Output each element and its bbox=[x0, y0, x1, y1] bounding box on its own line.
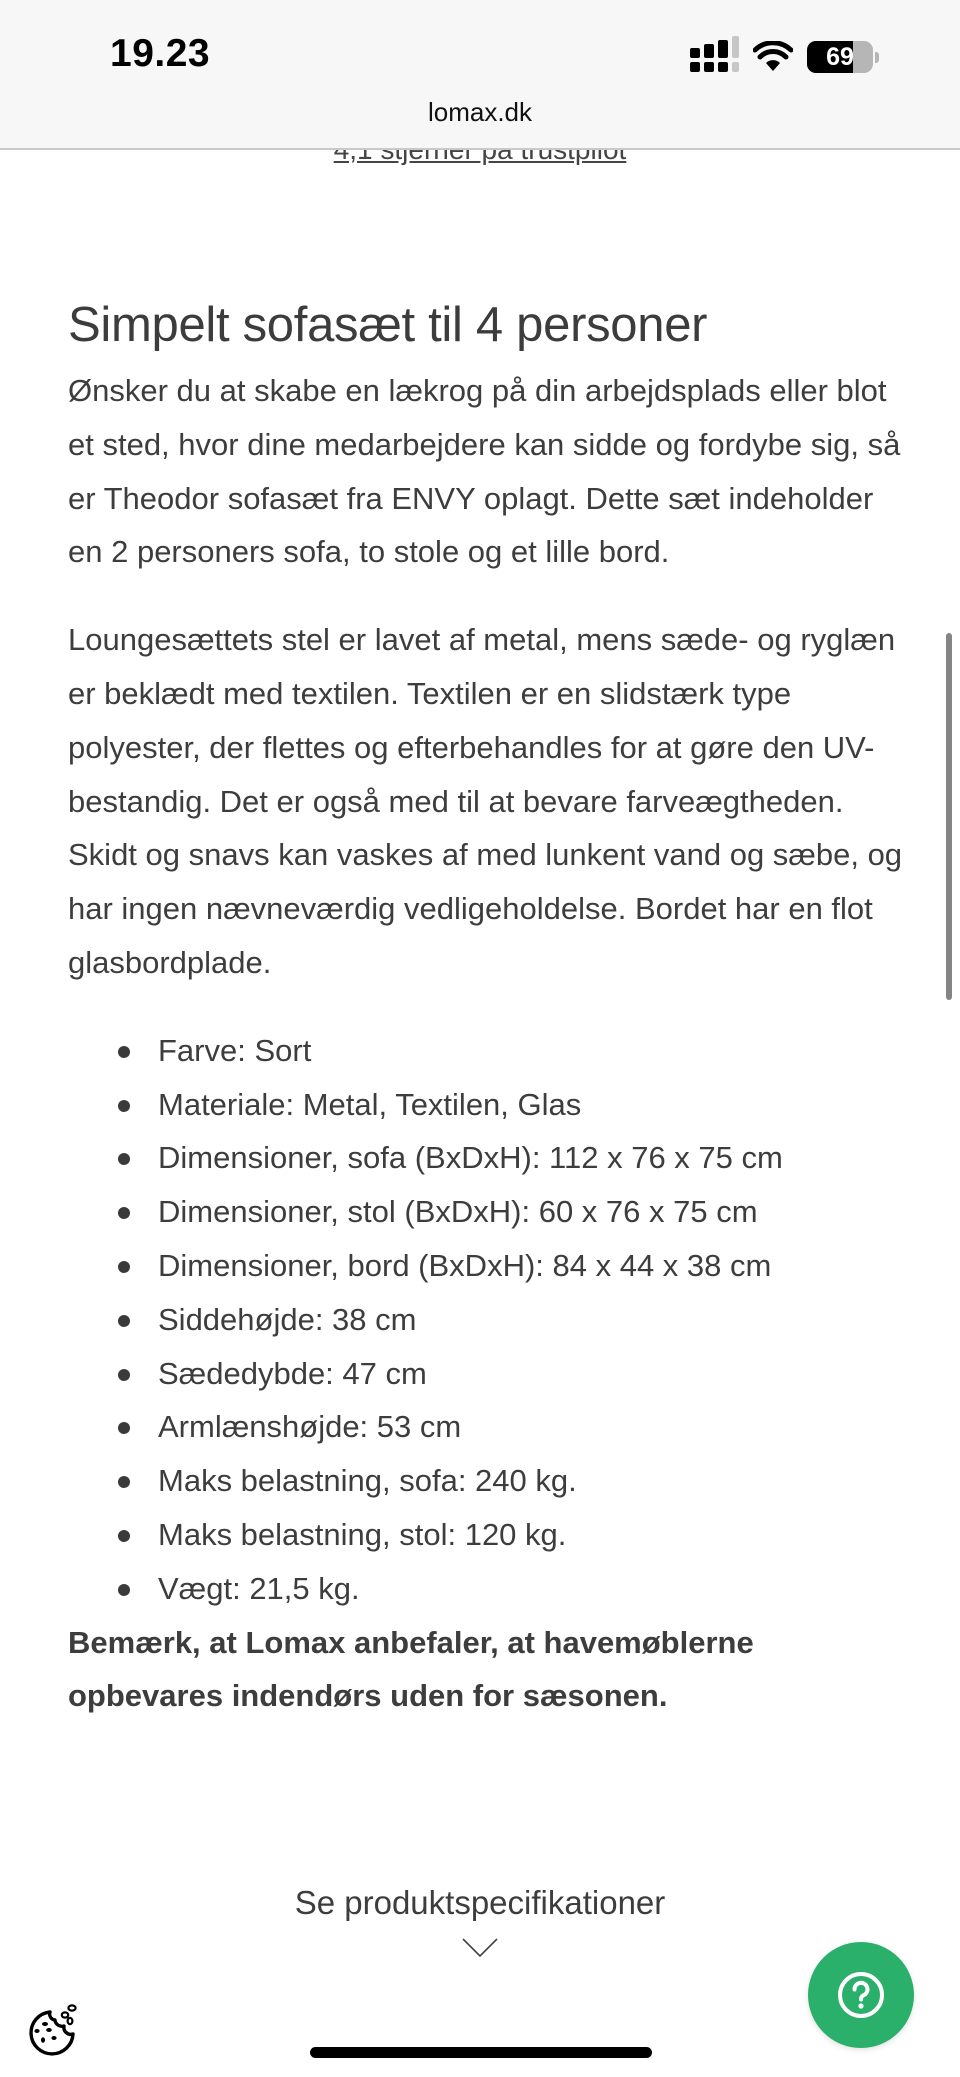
chevron-down-icon[interactable] bbox=[462, 1938, 498, 1958]
spec-item-weight: Vægt: 21,5 kg. bbox=[68, 1562, 908, 1616]
product-description bbox=[68, 290, 908, 1723]
battery-icon bbox=[807, 41, 873, 73]
spec-item-material: Materiale: Metal, Textilen, Glas bbox=[68, 1078, 908, 1132]
bullet-icon bbox=[118, 1530, 130, 1542]
spec-item-chair-dimensions: Dimensioner, stol (BxDxH): 60 x 76 x 75 cm bbox=[68, 1185, 908, 1239]
bullet-icon bbox=[118, 1261, 130, 1273]
question-circle-icon bbox=[836, 1970, 886, 2020]
status-icons bbox=[690, 38, 879, 76]
wifi-icon bbox=[753, 41, 793, 73]
home-indicator[interactable] bbox=[310, 2047, 652, 2058]
spec-item-armrest-height: Armlænshøjde: 53 cm bbox=[68, 1400, 908, 1454]
battery-percent: 69 bbox=[826, 42, 854, 71]
bullet-icon bbox=[118, 1153, 130, 1165]
section-title: Simpelt sofasæt til 4 personer bbox=[68, 298, 708, 352]
address-bar-url[interactable]: lomax.dk bbox=[427, 97, 533, 127]
spec-item-color: Farve: Sort bbox=[68, 1024, 908, 1078]
product-specifications-toggle[interactable]: Se produktspecifikationer bbox=[294, 1884, 666, 1921]
spec-item-seat-height: Siddehøjde: 38 cm bbox=[68, 1293, 908, 1347]
bullet-icon bbox=[118, 1476, 130, 1488]
bullet-icon bbox=[118, 1046, 130, 1058]
bullet-icon bbox=[118, 1315, 130, 1327]
page-scrollbar[interactable] bbox=[946, 633, 952, 1000]
status-time: 19.23 bbox=[110, 32, 211, 75]
spec-item-sofa-dimensions: Dimensioner, sofa (BxDxH): 112 x 76 x 75 cm bbox=[68, 1131, 908, 1185]
cellular-signal-icon bbox=[690, 42, 739, 72]
bullet-icon bbox=[118, 1207, 130, 1219]
description-paragraph-2: Loungesættets stel er lavet af metal, mens sæde- og ryglæn er beklædt med textilen. Textilen er en slidstærk type polyester, der flettes og efterbehandles for at gøre den UV-bestandig. Det er også med til at bevare farveægtheden. Skidt og snavs kan vaskes af med lunkent vand og sæbe, og har ingen nævneværdig vedligeholdelse. Bordet har en flot glasbordplade. bbox=[68, 622, 903, 980]
cookie-icon[interactable] bbox=[14, 2000, 80, 2056]
spec-item-seat-depth: Sædedybde: 47 cm bbox=[68, 1347, 908, 1401]
bullet-icon bbox=[118, 1422, 130, 1434]
spec-list bbox=[68, 1024, 908, 1616]
bullet-icon bbox=[118, 1584, 130, 1596]
battery-tip bbox=[875, 52, 879, 63]
storage-note: Bemærk, at Lomax anbefaler, at havemøblerne opbevares indendørs uden for sæsonen. bbox=[68, 1624, 754, 1714]
bullet-icon bbox=[118, 1100, 130, 1112]
description-paragraph-1: Ønsker du at skabe en lækrog på din arbejdsplads eller blot et sted, hvor dine medarbejdere kan sidde og fordybe sig, så er Theodor sofasæt fra ENVY oplagt. Dette sæt indeholder en 2 personers sofa, to stole og et lille bord. bbox=[68, 373, 901, 570]
spec-item-table-dimensions: Dimensioner, bord (BxDxH): 84 x 44 x 38 cm bbox=[68, 1239, 908, 1293]
spec-item-max-load-chair: Maks belastning, stol: 120 kg. bbox=[68, 1508, 908, 1562]
bullet-icon bbox=[118, 1369, 130, 1381]
browser-header bbox=[0, 0, 960, 150]
help-chat-button[interactable] bbox=[808, 1942, 914, 2048]
spec-item-max-load-sofa: Maks belastning, sofa: 240 kg. bbox=[68, 1454, 908, 1508]
